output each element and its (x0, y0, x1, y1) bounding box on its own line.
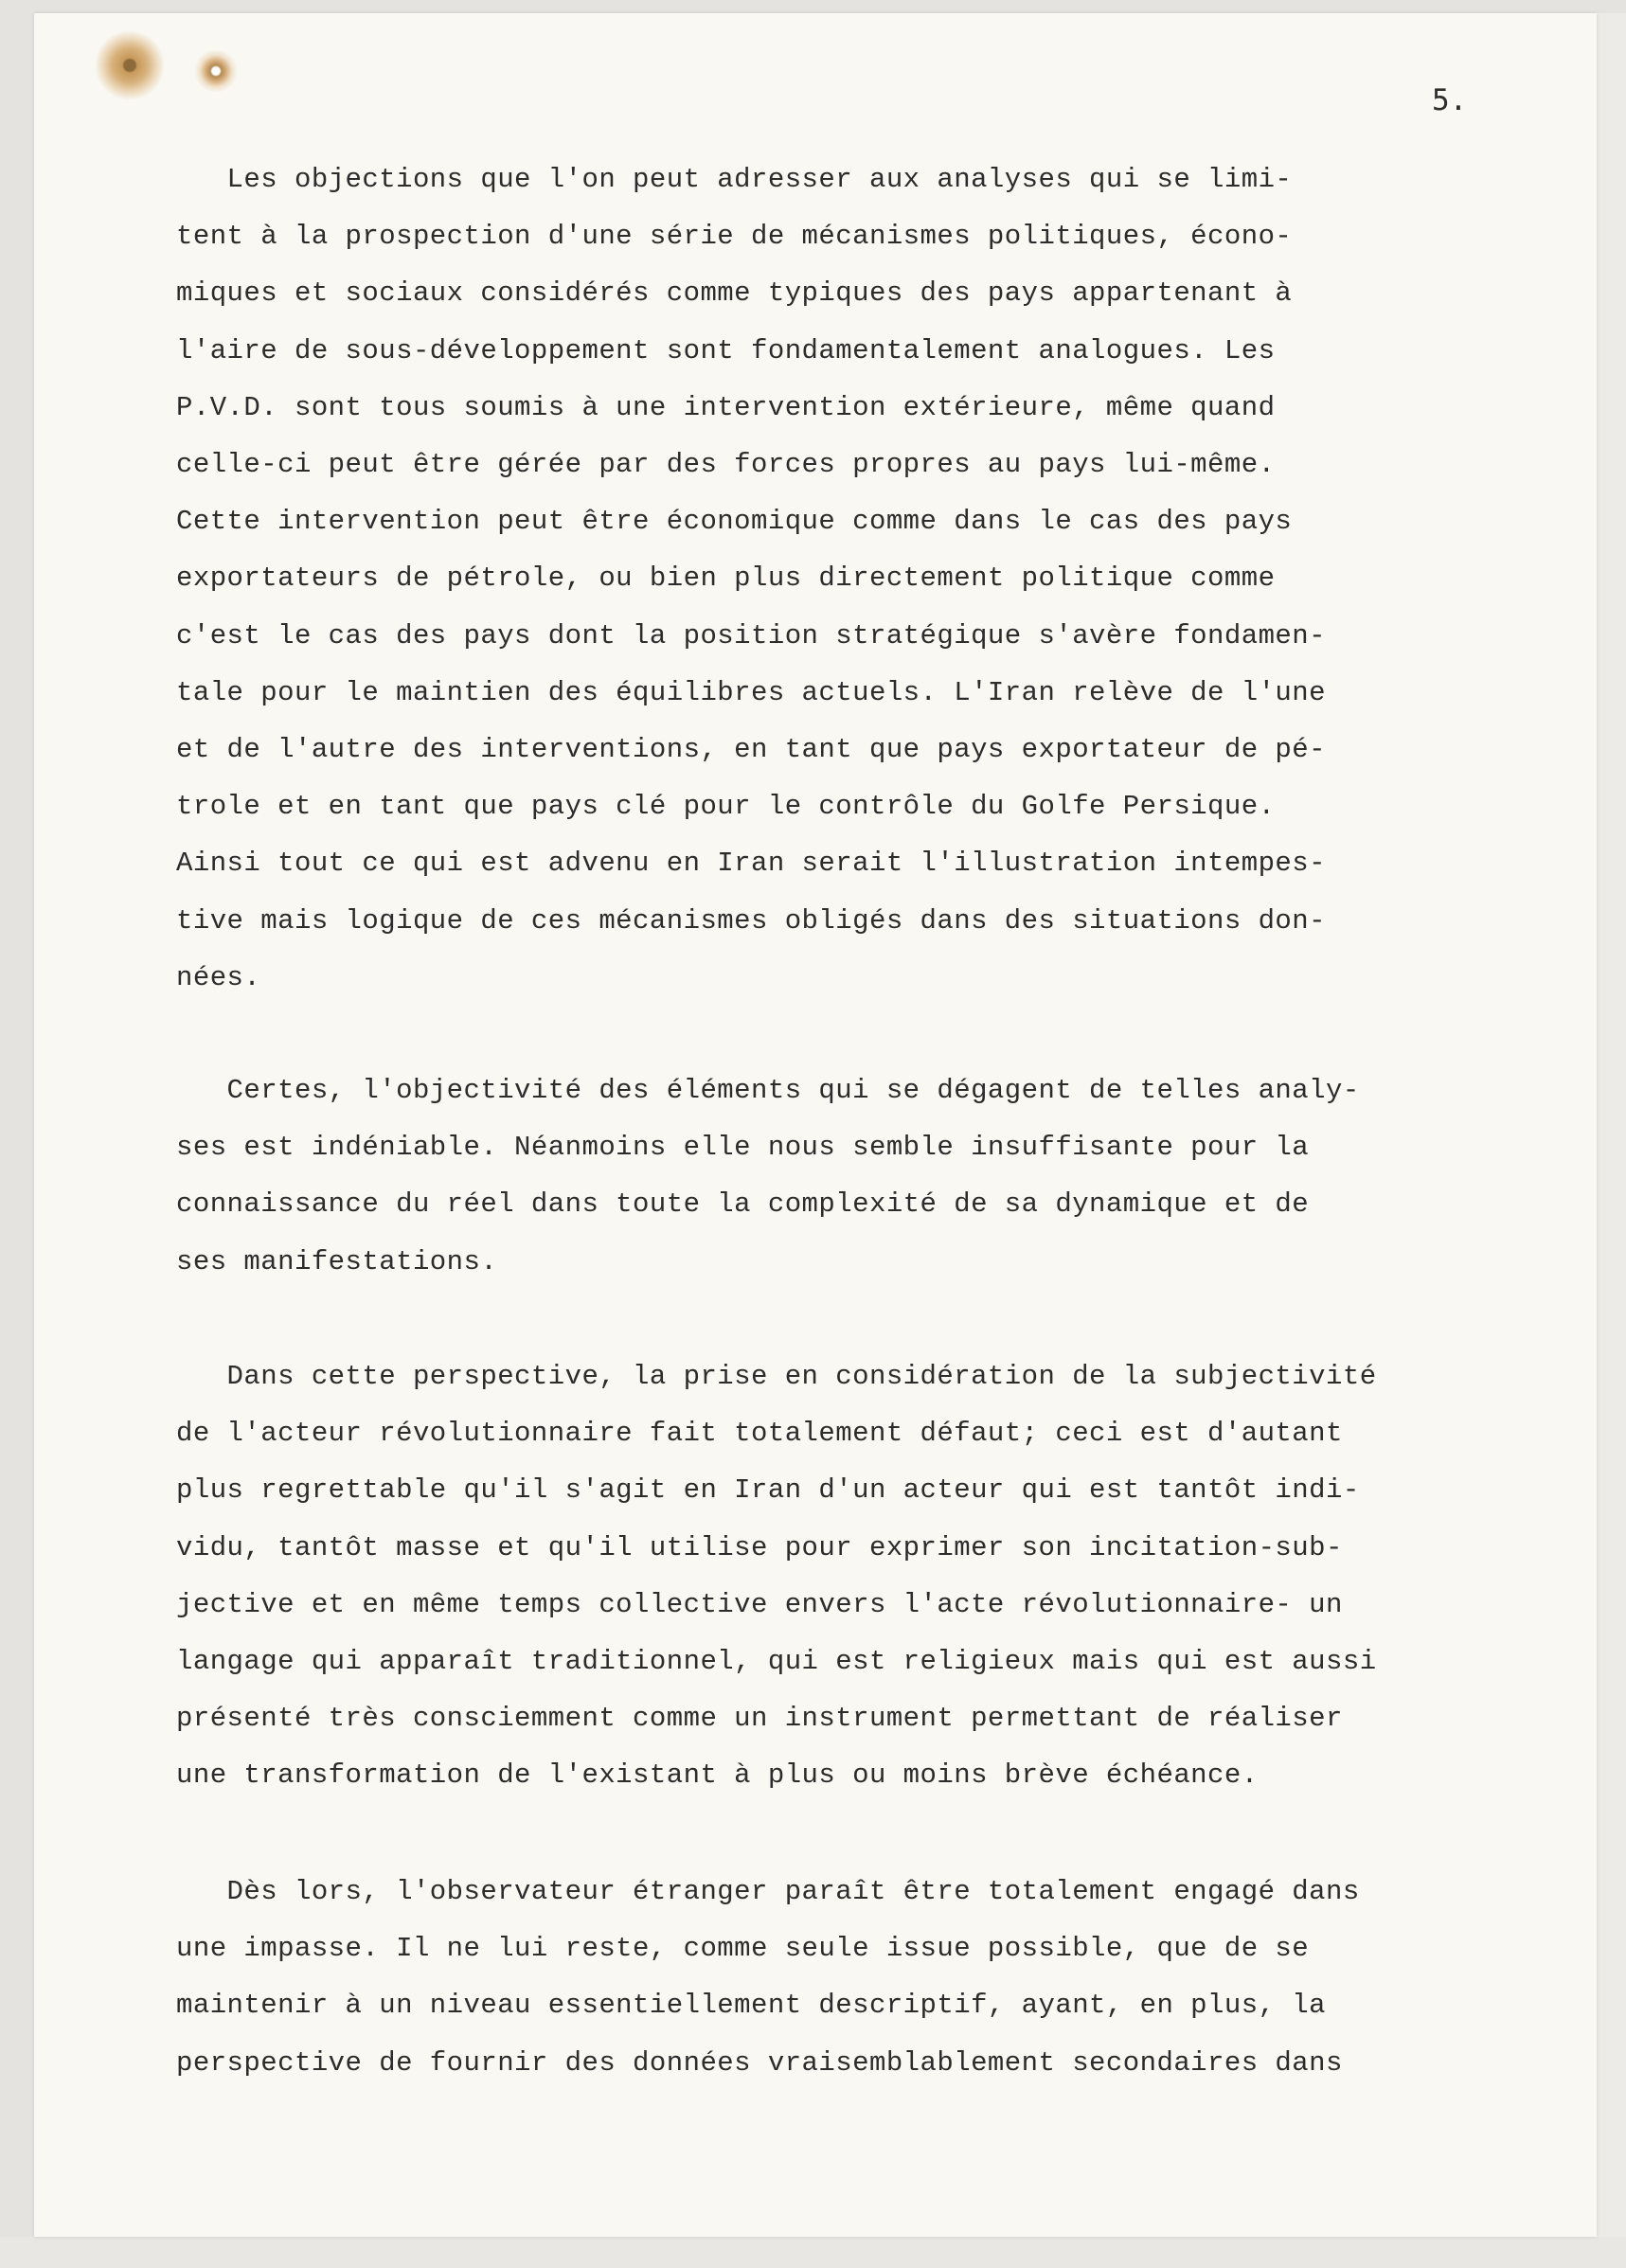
text-line: Certes, l'objectivité des éléments qui se dégagent de telles analy- (176, 1075, 1360, 1106)
text-line: nées. (176, 961, 261, 993)
text-line: plus regrettable qu'il s'agit en Iran d'un acteur qui est tantôt indi- (176, 1474, 1360, 1507)
text-line: de l'acteur révolutionnaire fait totalement défaut; ceci est d'autant (176, 1418, 1343, 1450)
punch-hole-stain (194, 49, 238, 93)
scan-background-bottom (0, 2237, 1626, 2268)
paragraph-3 (176, 1348, 1568, 1805)
paragraph-2 (176, 1063, 1568, 1291)
text-line: vidu, tantôt masse et qu'il utilise pour exprimer son incitation-sub- (176, 1531, 1343, 1563)
paragraph-4 (176, 1864, 1568, 2092)
text-line: c'est le cas des pays dont la position stratégique s'avère fondamen- (176, 619, 1326, 652)
text-line: tent à la prospection d'une série de mécanismes politiques, écono- (176, 221, 1293, 253)
text-line: trole et en tant que pays clé pour le contrôle du Golfe Persique. (176, 791, 1276, 823)
text-line: celle-ci peut être gérée par des forces propres au pays lui-même. (176, 449, 1276, 481)
text-line: une transformation de l'existant à plus ou moins brève échéance. (176, 1759, 1259, 1792)
page-number: 5. (1432, 83, 1468, 117)
text-line: langage qui apparaît traditionnel, qui est religieux mais qui est aussi (176, 1646, 1377, 1678)
text-line: tive mais logique de ces mécanismes obligés dans des situations don- (176, 904, 1326, 937)
text-line: une impasse. Il ne lui reste, comme seule issue possible, que de se (176, 1933, 1310, 1965)
text-line: Les objections que l'on peut adresser aux analyses qui se limi- (176, 164, 1293, 195)
text-line: ses est indéniable. Néanmoins elle nous semble insuffisante pour la (176, 1132, 1310, 1164)
text-line: P.V.D. sont tous soumis à une intervention extérieure, même quand (176, 391, 1276, 423)
text-line: jective et en même temps collective envers l'acte révolutionnaire- un (176, 1588, 1343, 1620)
text-line: Ainsi tout ce qui est advenu en Iran serait l'illustration intempes- (176, 848, 1326, 880)
text-line: ses manifestations. (176, 1245, 498, 1277)
text-line: l'aire de sous-développement sont fondamentalement analogues. Les (176, 334, 1276, 366)
text-line: miques et sociaux considérés comme typiques des pays appartenant à (176, 277, 1293, 310)
text-line: Dès lors, l'observateur étranger paraît être totalement engagé dans (176, 1876, 1360, 1907)
text-line: Dans cette perspective, la prise en considération de la subjectivité (176, 1361, 1377, 1392)
text-line: maintenir à un niveau essentiellement descriptif, ayant, en plus, la (176, 1990, 1326, 2022)
punch-hole-stain (95, 30, 165, 100)
text-line: tale pour le maintien des équilibres actuels. L'Iran relève de l'une (176, 676, 1326, 708)
paragraph-1 (176, 152, 1568, 1007)
text-line: présenté très consciemment comme un instrument permettant de réaliser (176, 1703, 1343, 1735)
text-line: et de l'autre des interventions, en tant que pays exportateur de pé- (176, 734, 1326, 766)
text-line: perspective de fournir des données vraisemblablement secondaires dans (176, 2046, 1343, 2079)
text-line: exportateurs de pétrole, ou bien plus directement politique comme (176, 563, 1276, 595)
scan-background-right (1597, 13, 1626, 2268)
text-line: connaissance du réel dans toute la complexité de sa dynamique et de (176, 1188, 1310, 1221)
text-line: Cette intervention peut être économique comme dans le cas des pays (176, 506, 1293, 538)
